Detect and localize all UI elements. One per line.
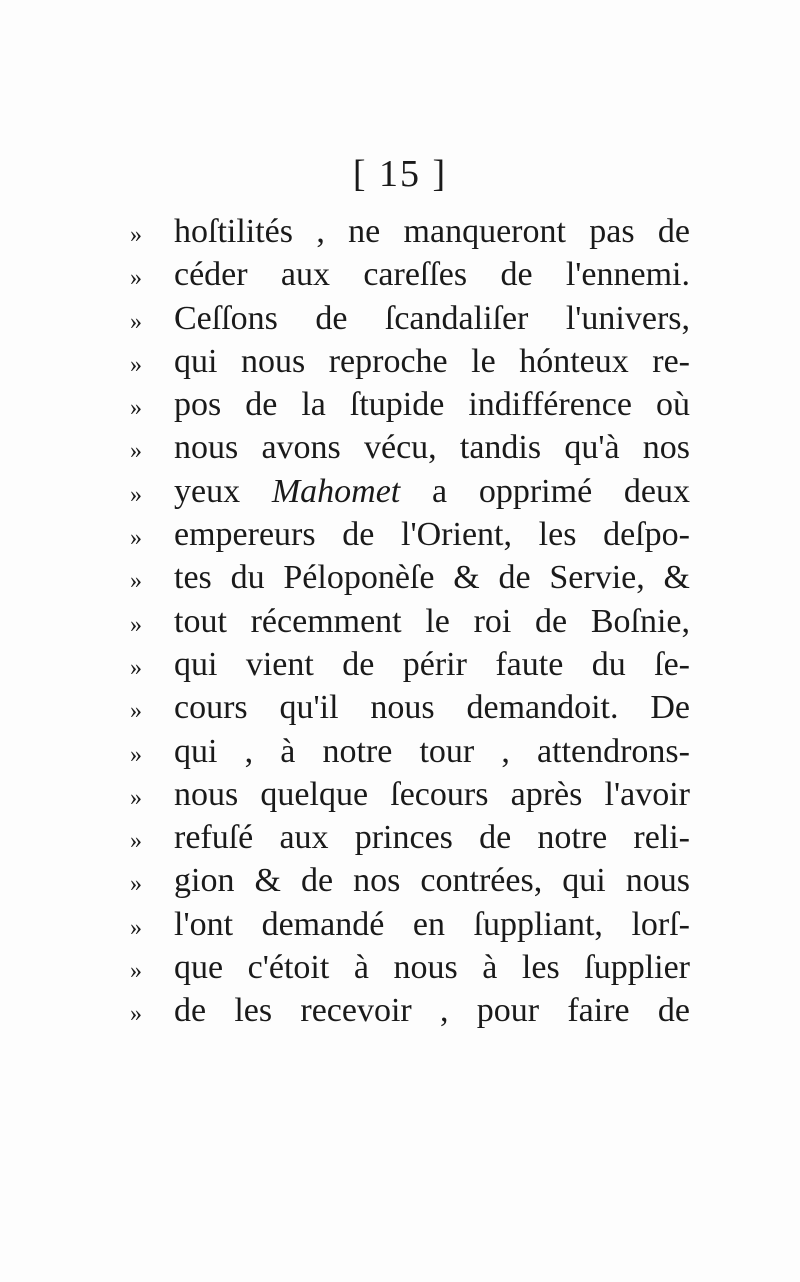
quote-mark: » xyxy=(130,1001,142,1028)
quote-mark: » xyxy=(130,958,142,985)
line-text: céder aux careſſes de l'ennemi. xyxy=(174,256,690,294)
quote-mark: » xyxy=(130,871,142,898)
line-text: qui nous reproche le hónteux re- xyxy=(174,342,690,380)
text-line xyxy=(130,556,690,599)
quote-mark: » xyxy=(130,395,142,422)
line-text: gion & de nos contrées, qui nous xyxy=(174,862,690,900)
quote-mark: » xyxy=(130,698,142,725)
quote-mark: » xyxy=(130,265,142,292)
line-text: empereurs de l'Orient, les deſpo- xyxy=(174,516,690,554)
text-line xyxy=(130,730,690,773)
quote-mark: » xyxy=(130,308,142,335)
line-text: Ceſſons de ſcandaliſer l'univers, xyxy=(174,299,690,337)
line-text: nous quelque ſecours après l'avoir xyxy=(174,775,690,813)
text-line xyxy=(130,773,690,816)
quote-mark: » xyxy=(130,525,142,552)
line-text: refuſé aux princes de notre reli- xyxy=(174,819,690,857)
text-line xyxy=(130,903,690,946)
line-text: qui vient de périr faute du ſe- xyxy=(174,645,690,683)
text-line xyxy=(130,600,690,643)
page-number: [ 15 ] xyxy=(352,153,448,195)
quote-mark: » xyxy=(130,481,142,508)
quote-mark: » xyxy=(130,784,142,811)
text-line xyxy=(130,859,690,902)
line-text: qui , à notre tour , attendrons- xyxy=(174,732,690,770)
text-line xyxy=(130,253,690,296)
body-text xyxy=(130,210,690,1033)
line-text: tout récemment le roi de Boſnie, xyxy=(174,602,690,640)
text-line xyxy=(130,426,690,469)
quote-mark: » xyxy=(130,222,142,248)
text-line xyxy=(130,297,690,340)
quote-mark: » xyxy=(130,351,142,378)
text-line xyxy=(130,513,690,556)
quote-mark: » xyxy=(130,438,142,465)
text-line xyxy=(130,989,690,1032)
line-text: tes du Péloponèſe & de Servie, & xyxy=(174,559,690,597)
text-line xyxy=(130,210,690,253)
quote-mark: » xyxy=(130,828,142,855)
line-text-mahomet: yeux Mahomet a opprimé deux xyxy=(174,472,690,510)
quote-mark: » xyxy=(130,914,142,941)
line-text: de les recevoir , pour faire de xyxy=(174,992,690,1030)
text-line xyxy=(130,340,690,383)
text-line xyxy=(130,470,690,513)
quote-mark: » xyxy=(130,741,142,768)
line-text: hoſtilités , ne manqueront pas de xyxy=(174,213,690,250)
quote-mark: » xyxy=(130,611,142,638)
text-line xyxy=(130,816,690,859)
line-text: cours qu'il nous demandoit. De xyxy=(174,689,690,727)
text-line xyxy=(130,383,690,426)
text-line xyxy=(130,686,690,729)
quote-mark: » xyxy=(130,568,142,595)
line-text: pos de la ſtupide indifférence où xyxy=(174,386,690,424)
quote-mark: » xyxy=(130,654,142,681)
text-line xyxy=(130,946,690,989)
text-line xyxy=(130,643,690,686)
line-text: que c'étoit à nous à les ſupplier xyxy=(174,949,690,987)
line-text: nous avons vécu, tandis qu'à nos xyxy=(174,429,690,467)
italic-name: Mahomet xyxy=(271,472,401,510)
line-text: l'ont demandé en ſuppliant, lorſ- xyxy=(174,905,690,943)
